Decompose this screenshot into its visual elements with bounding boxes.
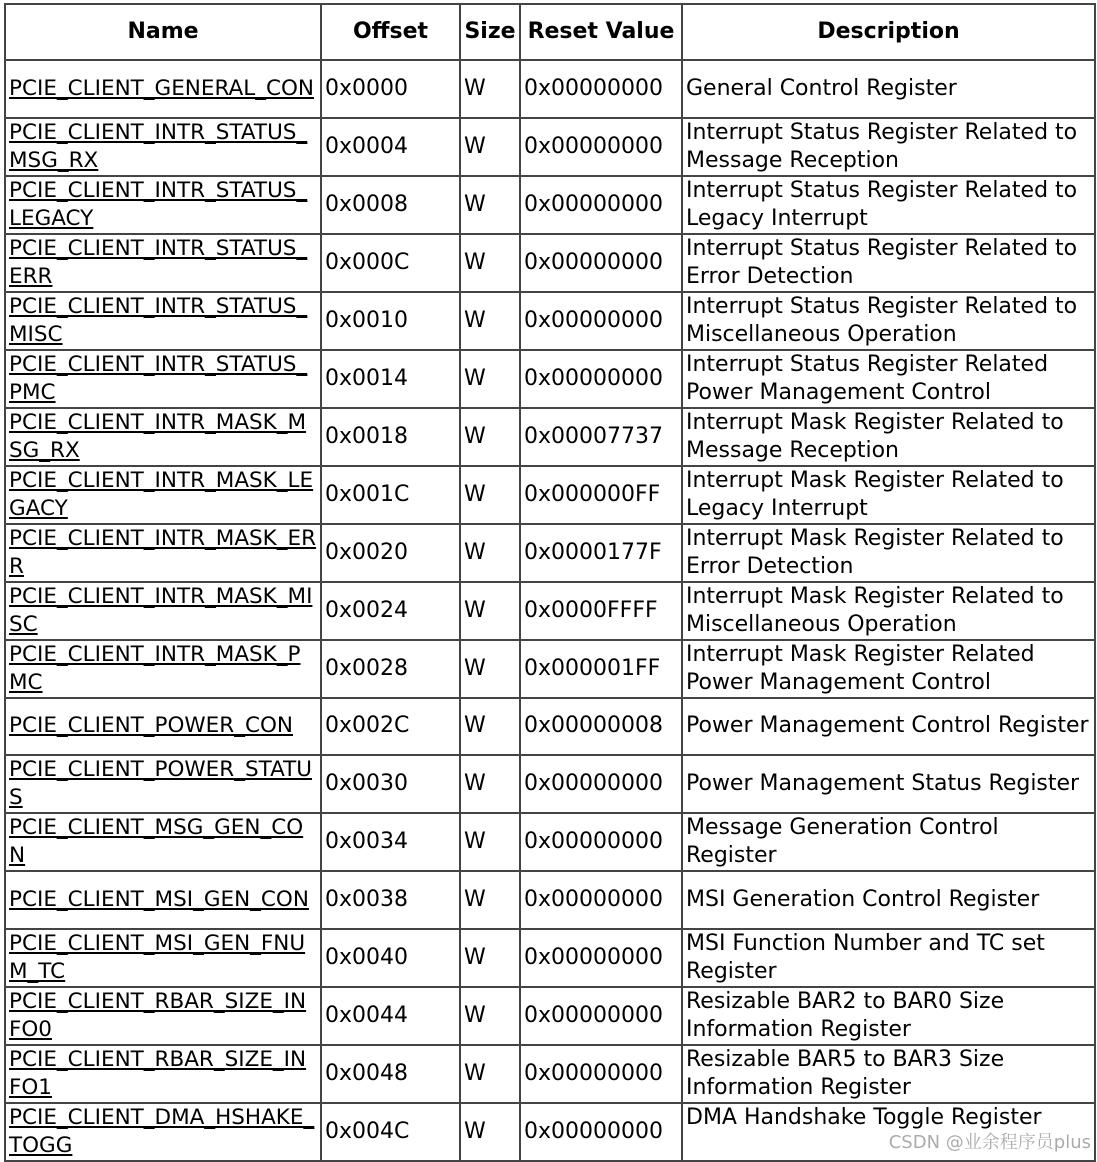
description-cell: [682, 1103, 1095, 1161]
size-cell: W: [460, 1045, 520, 1103]
reset-value-cell: 0x0000FFFF: [520, 582, 682, 640]
register-name-link[interactable]: PCIE_CLIENT_INTR_MASK_MSG_RX: [9, 409, 307, 463]
watermark: CSDN @业余程序员plus: [888, 1131, 1091, 1153]
reset-value-cell: 0x00000000: [520, 987, 682, 1045]
table-row: [5, 60, 1095, 118]
table-row: [5, 813, 1095, 871]
description-cell: Interrupt Status Register Related Power Management Control: [682, 350, 1095, 408]
table-row: [5, 466, 1095, 524]
reset-value-cell: 0x00000000: [520, 292, 682, 350]
table-row: [5, 987, 1095, 1045]
description-cell: MSI Generation Control Register: [682, 871, 1095, 929]
size-cell: W: [460, 60, 520, 118]
size-cell: W: [460, 292, 520, 350]
offset-cell: 0x0000: [321, 60, 460, 118]
register-name-cell: [5, 1045, 321, 1103]
description-cell: General Control Register: [682, 60, 1095, 118]
description-cell: Interrupt Mask Register Related to Error Detection: [682, 524, 1095, 582]
offset-cell: 0x0024: [321, 582, 460, 640]
register-name-link[interactable]: PCIE_CLIENT_INTR_STATUS_MSG_RX: [9, 119, 308, 173]
register-name-link[interactable]: PCIE_CLIENT_INTR_MASK_MISC: [9, 583, 313, 637]
size-cell: W: [460, 698, 520, 756]
size-cell: W: [460, 176, 520, 234]
description-cell: Interrupt Mask Register Related to Legacy Interrupt: [682, 466, 1095, 524]
reset-value-cell: 0x00000000: [520, 1103, 682, 1161]
reset-value-cell: 0x000000FF: [520, 466, 682, 524]
offset-cell: 0x001C: [321, 466, 460, 524]
reset-value-cell: 0x00007737: [520, 408, 682, 466]
header-description: Description: [682, 4, 1095, 60]
offset-cell: 0x000C: [321, 234, 460, 292]
register-name-cell: [5, 350, 321, 408]
register-name-cell: [5, 582, 321, 640]
offset-cell: 0x0048: [321, 1045, 460, 1103]
table-row: [5, 408, 1095, 466]
reset-value-cell: 0x00000000: [520, 813, 682, 871]
description-cell: Interrupt Mask Register Related to Miscellaneous Operation: [682, 582, 1095, 640]
offset-cell: 0x0010: [321, 292, 460, 350]
offset-cell: 0x002C: [321, 698, 460, 756]
register-name-cell: [5, 755, 321, 813]
table-row: [5, 929, 1095, 987]
offset-cell: 0x0040: [321, 929, 460, 987]
description-text: DMA Handshake Toggle Register: [686, 1104, 1042, 1130]
register-name-link[interactable]: PCIE_CLIENT_RBAR_SIZE_INFO0: [9, 988, 307, 1042]
offset-cell: 0x0018: [321, 408, 460, 466]
reset-value-cell: 0x00000000: [520, 176, 682, 234]
register-name-link[interactable]: PCIE_CLIENT_DMA_HSHAKE_TOGG: [9, 1104, 315, 1158]
register-name-link[interactable]: PCIE_CLIENT_POWER_STATUS: [9, 757, 312, 811]
reset-value-cell: 0x00000000: [520, 755, 682, 813]
table-header-row: [5, 4, 1095, 60]
description-cell: Interrupt Mask Register Related to Message Reception: [682, 408, 1095, 466]
register-name-cell: [5, 60, 321, 118]
size-cell: W: [460, 234, 520, 292]
size-cell: W: [460, 929, 520, 987]
header-name: Name: [5, 4, 321, 60]
offset-cell: 0x0020: [321, 524, 460, 582]
size-cell: W: [460, 640, 520, 698]
offset-cell: 0x0030: [321, 755, 460, 813]
offset-cell: 0x0028: [321, 640, 460, 698]
register-name-link[interactable]: PCIE_CLIENT_INTR_STATUS_ERR: [9, 235, 308, 289]
reset-value-cell: 0x000001FF: [520, 640, 682, 698]
offset-cell: 0x0034: [321, 813, 460, 871]
register-name-link[interactable]: PCIE_CLIENT_INTR_STATUS_MISC: [9, 293, 308, 347]
register-name-link[interactable]: PCIE_CLIENT_RBAR_SIZE_INFO1: [9, 1046, 307, 1100]
size-cell: W: [460, 987, 520, 1045]
header-size: Size: [460, 4, 520, 60]
reset-value-cell: 0x00000008: [520, 698, 682, 756]
table-row: [5, 234, 1095, 292]
table-row: [5, 1103, 1095, 1161]
size-cell: W: [460, 871, 520, 929]
reset-value-cell: 0x00000000: [520, 234, 682, 292]
header-reset-value: Reset Value: [520, 4, 682, 60]
offset-cell: 0x0038: [321, 871, 460, 929]
size-cell: W: [460, 582, 520, 640]
register-table: [4, 3, 1096, 1162]
register-name-link[interactable]: PCIE_CLIENT_POWER_CON: [9, 713, 293, 739]
size-cell: W: [460, 118, 520, 176]
reset-value-cell: 0x00000000: [520, 118, 682, 176]
description-cell: Power Management Control Register: [682, 698, 1095, 756]
register-name-cell: [5, 813, 321, 871]
description-cell: Resizable BAR2 to BAR0 Size Information Register: [682, 987, 1095, 1045]
description-cell: MSI Function Number and TC set Register: [682, 929, 1095, 987]
register-name-link[interactable]: PCIE_CLIENT_GENERAL_CON: [9, 75, 314, 101]
register-name-cell: [5, 524, 321, 582]
table-row: [5, 292, 1095, 350]
register-name-link[interactable]: PCIE_CLIENT_INTR_MASK_LEGACY: [9, 467, 314, 521]
register-name-cell: [5, 292, 321, 350]
table-row: [5, 350, 1095, 408]
header-offset: Offset: [321, 4, 460, 60]
reset-value-cell: 0x00000000: [520, 350, 682, 408]
description-cell: Power Management Status Register: [682, 755, 1095, 813]
offset-cell: 0x0044: [321, 987, 460, 1045]
register-name-cell: [5, 640, 321, 698]
table-row: [5, 1045, 1095, 1103]
description-cell: Interrupt Status Register Related to Message Reception: [682, 118, 1095, 176]
table-row: [5, 582, 1095, 640]
table-row: [5, 118, 1095, 176]
offset-cell: 0x0014: [321, 350, 460, 408]
size-cell: W: [460, 813, 520, 871]
reset-value-cell: 0x00000000: [520, 60, 682, 118]
register-name-cell: [5, 987, 321, 1045]
size-cell: W: [460, 755, 520, 813]
register-name-cell: [5, 1103, 321, 1161]
register-name-cell: [5, 466, 321, 524]
size-cell: W: [460, 524, 520, 582]
register-name-link[interactable]: PCIE_CLIENT_MSI_GEN_FNUM_TC: [9, 930, 306, 984]
description-cell: Interrupt Status Register Related to Error Detection: [682, 234, 1095, 292]
table-row: [5, 871, 1095, 929]
offset-cell: 0x0008: [321, 176, 460, 234]
table-row: [5, 640, 1095, 698]
table-row: [5, 755, 1095, 813]
size-cell: W: [460, 350, 520, 408]
register-name-cell: [5, 234, 321, 292]
size-cell: W: [460, 466, 520, 524]
register-name-cell: [5, 118, 321, 176]
offset-cell: 0x004C: [321, 1103, 460, 1161]
register-name-link[interactable]: PCIE_CLIENT_INTR_MASK_PMC: [9, 641, 301, 695]
register-name-link[interactable]: PCIE_CLIENT_INTR_STATUS_PMC: [9, 351, 308, 405]
description-cell: Interrupt Status Register Related to Legacy Interrupt: [682, 176, 1095, 234]
reset-value-cell: 0x00000000: [520, 929, 682, 987]
reset-value-cell: 0x00000000: [520, 871, 682, 929]
description-cell: Interrupt Status Register Related to Miscellaneous Operation: [682, 292, 1095, 350]
table-row: [5, 698, 1095, 756]
size-cell: W: [460, 1103, 520, 1161]
reset-value-cell: 0x0000177F: [520, 524, 682, 582]
register-name-link[interactable]: PCIE_CLIENT_INTR_STATUS_LEGACY: [9, 177, 308, 231]
register-name-link[interactable]: PCIE_CLIENT_MSG_GEN_CON: [9, 815, 304, 869]
reset-value-cell: 0x00000000: [520, 1045, 682, 1103]
description-cell: Resizable BAR5 to BAR3 Size Information Register: [682, 1045, 1095, 1103]
table-row: [5, 524, 1095, 582]
description-cell: Interrupt Mask Register Related Power Management Control: [682, 640, 1095, 698]
offset-cell: 0x0004: [321, 118, 460, 176]
register-name-link[interactable]: PCIE_CLIENT_INTR_MASK_ERR: [9, 525, 317, 579]
description-cell: Message Generation Control Register: [682, 813, 1095, 871]
register-name-link[interactable]: PCIE_CLIENT_MSI_GEN_CON: [9, 886, 309, 912]
table-row: [5, 176, 1095, 234]
register-name-cell: [5, 698, 321, 756]
register-name-cell: [5, 871, 321, 929]
register-name-cell: [5, 929, 321, 987]
register-name-cell: [5, 408, 321, 466]
size-cell: W: [460, 408, 520, 466]
register-name-cell: [5, 176, 321, 234]
